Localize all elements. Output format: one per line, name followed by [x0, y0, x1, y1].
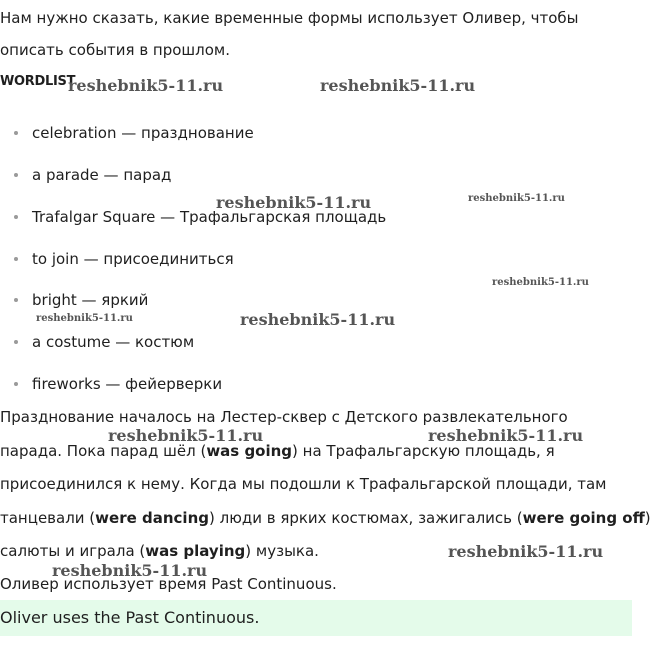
wordlist-item-text: celebration — празднование — [32, 124, 254, 142]
answer-text: Oliver uses the Past Continuous. — [0, 608, 260, 627]
verb-were-dancing: were dancing — [95, 509, 209, 527]
wordlist-item-text: a parade — парад — [32, 166, 172, 184]
list-item — [14, 290, 148, 310]
wordlist-item-text: fireworks — фейерверки — [32, 375, 223, 393]
list-item — [14, 374, 222, 394]
wordlist-item-text: Trafalgar Square — Трафальгарская площадь — [32, 208, 387, 226]
verb-were-going-off: were going off — [522, 509, 645, 527]
bullet-icon — [14, 340, 18, 344]
verb-was-playing: was playing — [145, 542, 246, 560]
watermark: reshebnik5-11.ru — [68, 76, 224, 95]
list-item — [14, 123, 254, 143]
bullet-icon — [14, 131, 18, 135]
translation-line-4: танцевали (were dancing) люди в ярких костюмах, зажигались (were going off) — [0, 509, 651, 527]
watermark: reshebnik5-11.ru — [468, 193, 565, 204]
watermark: reshebnik5-11.ru — [52, 561, 208, 580]
answer-box — [0, 600, 632, 636]
list-item — [14, 249, 234, 269]
watermark: reshebnik5-11.ru — [240, 310, 396, 329]
verb-was-going: was going — [206, 442, 293, 460]
watermark: reshebnik5-11.ru — [36, 313, 133, 324]
wordlist-item-text: to join — присоединиться — [32, 250, 234, 268]
list-item — [14, 165, 171, 185]
translation-line-5: салюты и играла (was playing) музыка. — [0, 542, 319, 560]
watermark: reshebnik5-11.ru — [448, 542, 604, 561]
intro-line-1: Нам нужно сказать, какие временные формы использует Оливер, чтобы — [0, 9, 579, 27]
wordlist-item-text: a costume — костюм — [32, 333, 195, 351]
bullet-icon — [14, 298, 18, 302]
bullet-icon — [14, 215, 18, 219]
watermark: reshebnik5-11.ru — [216, 193, 372, 212]
intro-line-2: описать события в прошлом. — [0, 41, 231, 59]
translation-line-1: Празднование началось на Лестер-сквер с Детского развлекательного — [0, 408, 568, 426]
list-item — [14, 332, 194, 352]
bullet-icon — [14, 257, 18, 261]
watermark: reshebnik5-11.ru — [492, 277, 589, 288]
wordlist-heading: WORDLIST — [0, 74, 76, 89]
bullet-icon — [14, 382, 18, 386]
watermark: reshebnik5-11.ru — [428, 426, 584, 445]
translation-line-2: парада. Пока парад шёл (was going) на Трафальгарскую площадь, я — [0, 442, 555, 460]
watermark: reshebnik5-11.ru — [108, 426, 264, 445]
bullet-icon — [14, 173, 18, 177]
translation-line-3: присоединился к нему. Когда мы подошли к Трафальгарской площади, там — [0, 475, 607, 493]
wordlist-item-text: bright — яркий — [32, 291, 149, 309]
conclusion-ru: Оливер использует время Past Continuous. — [0, 575, 337, 593]
watermark: reshebnik5-11.ru — [320, 76, 476, 95]
